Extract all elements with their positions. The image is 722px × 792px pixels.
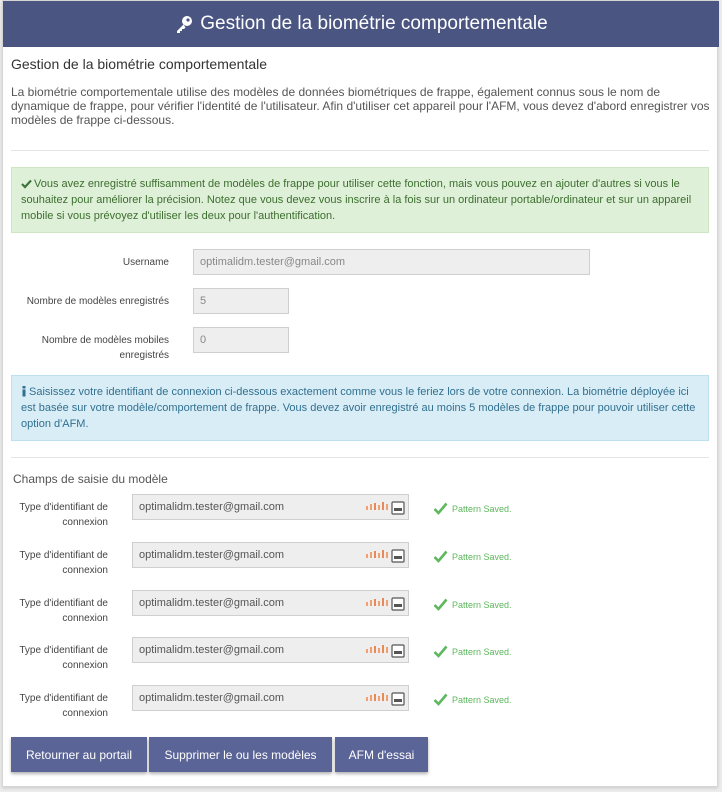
header-title: Gestion de la biométrie comportementale <box>200 13 548 34</box>
pattern-section-title: Champs de saisie du modèle <box>13 472 168 486</box>
info-alert <box>11 375 709 441</box>
username-label: Username <box>122 257 169 268</box>
username-field: optimalidm.tester@gmail.com <box>193 249 590 275</box>
pattern-label: Type d'identifiant de connexion <box>19 550 108 576</box>
pattern-status <box>433 502 512 515</box>
pattern-status <box>433 693 512 706</box>
key-icon <box>174 14 194 34</box>
keystroke-keyboard-icon <box>365 501 405 515</box>
login-pattern-value: optimalidm.tester@gmail.com <box>139 501 285 513</box>
login-pattern-input[interactable] <box>132 494 409 520</box>
mobile-models-count-label: Nombre de modèles mobiles enregistrés <box>41 335 169 361</box>
check-icon <box>433 645 448 658</box>
check-icon <box>433 502 448 515</box>
login-pattern-value: optimalidm.tester@gmail.com <box>139 692 285 704</box>
pattern-status <box>433 645 512 658</box>
check-icon <box>21 179 32 189</box>
mobile-models-count-field: 0 <box>193 327 289 353</box>
info-alert-text: Saisissez votre identifiant de connexion ci-dessous exactement comme vous le feriez lors de votre connexion. La biométrie déployée ici est basée sur votre modèle/comportement de frappe. Vous devez avoir enregistré au moins 5 modèles de frappe pour pouvoir utiliser cette option d'AFM. <box>21 386 696 430</box>
login-pattern-input[interactable] <box>132 637 409 663</box>
login-pattern-input[interactable] <box>132 685 409 711</box>
login-pattern-input[interactable] <box>132 542 409 568</box>
keystroke-keyboard-icon <box>365 549 405 563</box>
divider <box>11 150 709 151</box>
pattern-status <box>433 550 512 563</box>
login-pattern-value: optimalidm.tester@gmail.com <box>139 549 285 561</box>
keystroke-keyboard-icon <box>365 644 405 658</box>
pattern-status-text: Pattern Saved. <box>452 503 512 514</box>
check-icon <box>433 598 448 611</box>
intro-text: La biométrie comportementale utilise des modèles de données biométriques de frappe, également connus sous le nom de dynamique de frappe, pour vérifier l'identité de l'utilisateur. Afin d'utiliser cet appareil pour l'AFM, vous devez d'abord enregistrer vos modèles de frappe ci-dessous. <box>11 85 710 127</box>
pattern-label: Type d'identifiant de connexion <box>19 502 108 528</box>
login-pattern-value: optimalidm.tester@gmail.com <box>139 644 285 656</box>
return-to-portal-button[interactable]: Retourner au portail <box>11 737 147 772</box>
page-header <box>3 1 719 47</box>
test-mfa-button[interactable]: AFM d'essai <box>335 737 428 772</box>
check-icon <box>433 693 448 706</box>
pattern-status <box>433 598 512 611</box>
pattern-status-text: Pattern Saved. <box>452 599 512 610</box>
divider <box>11 457 709 458</box>
keystroke-keyboard-icon <box>365 692 405 706</box>
delete-patterns-button[interactable]: Supprimer le ou les modèles <box>149 737 332 772</box>
success-alert-text: Vous avez enregistré suffisamment de modèles de frappe pour utiliser cette fonction, mais vous pouvez en ajouter d'autres si vous le souhaitez pour améliorer la précision. Notez que vous devez vous inscrire à la fois sur un ordinateur portable/ordinateur et sur un appareil mobile si vous prévoyez d'utiliser les deux pour l'authentification. <box>21 178 692 222</box>
check-icon <box>433 550 448 563</box>
pattern-status-text: Pattern Saved. <box>452 694 512 705</box>
main-card <box>2 0 718 787</box>
section-title: Gestion de la biométrie comportementale <box>11 56 268 72</box>
pattern-label: Type d'identifiant de connexion <box>19 598 108 624</box>
success-alert <box>11 167 709 233</box>
info-icon <box>21 386 27 397</box>
pattern-status-text: Pattern Saved. <box>452 646 512 657</box>
keystroke-keyboard-icon <box>365 597 405 611</box>
login-pattern-value: optimalidm.tester@gmail.com <box>139 597 285 609</box>
pattern-label: Type d'identifiant de connexion <box>19 693 108 719</box>
models-count-field: 5 <box>193 288 289 314</box>
pattern-status-text: Pattern Saved. <box>452 551 512 562</box>
models-count-label: Nombre de modèles enregistrés <box>26 296 169 307</box>
pattern-label: Type d'identifiant de connexion <box>19 645 108 671</box>
login-pattern-input[interactable] <box>132 590 409 616</box>
